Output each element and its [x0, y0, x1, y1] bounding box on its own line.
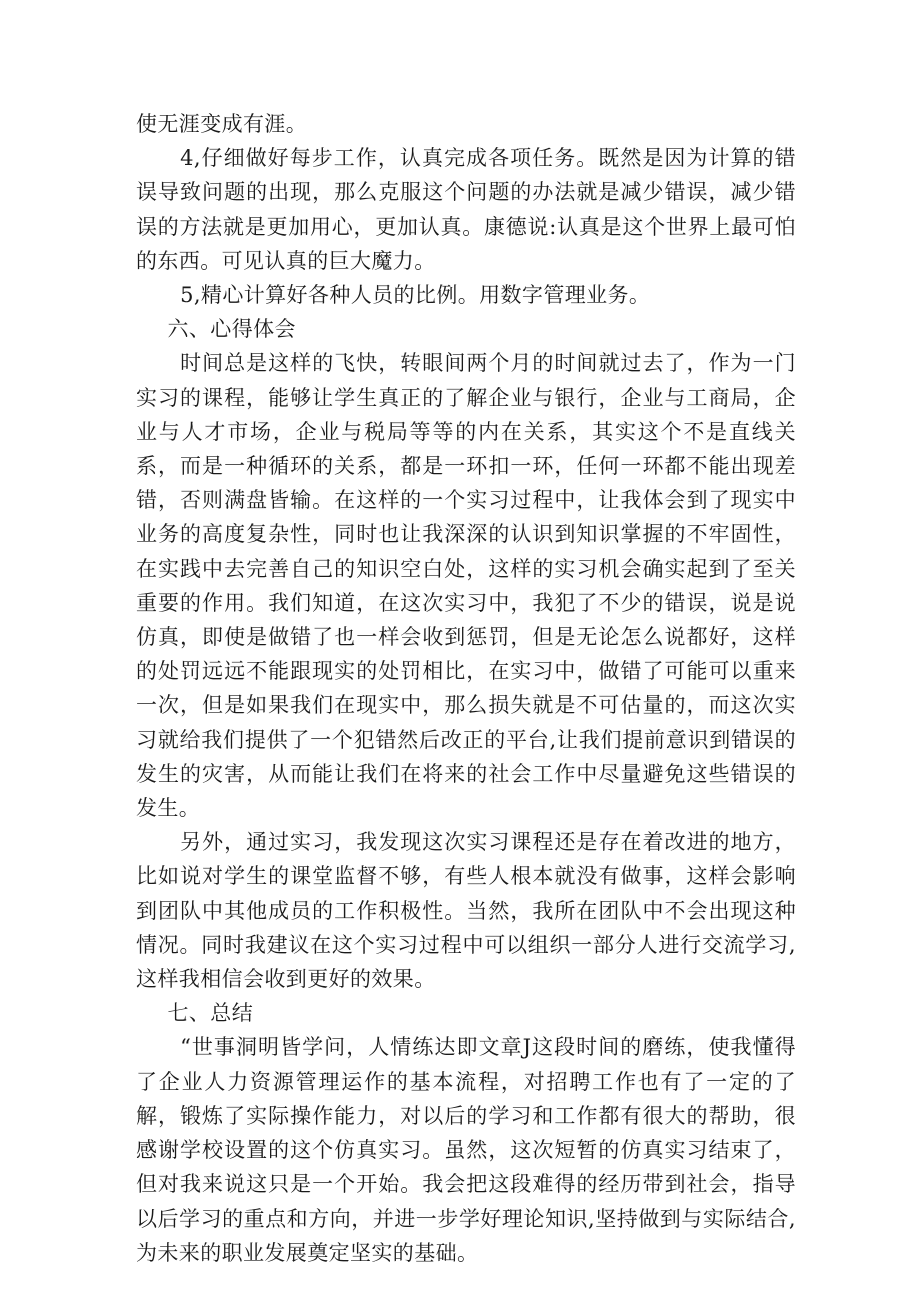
paragraph-experience-1: 时间总是这样的飞快，转眼间两个月的时间就过去了，作为一门实习的课程，能够让学生真正的了解企业与银行，企业与工商局，企业与人才市场，企业与税局等等的内在关系，其实这个不是直线关系，而是一种循环的关系，都是一环扣一环，任何一环都不能出现差错，否则满盘皆输。在这样的一个实习过程中，让我体会到了现实中业务的高度复杂性，同时也让我深深的认识到知识掌握的不牢固性，在实践中去完善自己的知识空白处，这样的实习机会确实起到了至关重要的作用。我们知道，在这次实习中，我犯了不少的错误，说是说仿真，即使是做错了也一样会收到惩罚，但是无论怎么说都好，这样的处罚远远不能跟现实的处罚相比，在实习中，做错了可能可以重来一次，但是如果我们在现实中，那么损失就是不可估量的，而这次实习就给我们提供了一个犯错然后改正的平台,让我们提前意识到错误的发生的灾害，从而能让我们在将来的社会工作中尽量避免这些错误的发生。 [136, 351, 796, 821]
section-heading-summary: 七、总结 [167, 1001, 254, 1026]
paragraph-experience-2: 另外，通过实习，我发现这次实习课程还是存在着改进的地方，比如说对学生的课堂监督不够，有些人根本就没有做事，这样会影响到团队中其他成员的工作积极性。当然，我所在团队中不会出现这种情况。同时我建议在这个实习过程中可以组织一部分人进行交流学习,这样我相信会收到更好的效果。 [136, 830, 796, 992]
document-body [136, 107, 796, 1270]
paragraph-summary: “世事洞明皆学问，人情练达即文章J这段时间的磨练，使我懂得了企业人力资源管理运作的基本流程，对招聘工作也有了一定的了解，锻炼了实际操作能力，对以后的学习和工作都有很大的帮助，很感谢学校设置的这个仿真实习。虽然，这次短暂的仿真实习结束了，但对我来说这只是一个开始。我会把这段难得的经历带到社会，指导以后学习的重点和方向，并进一步学好理论知识,坚持做到与实际结合,为未来的职业发展奠定坚实的基础。 [136, 1035, 796, 1265]
paragraph-item-5: 5,精心计算好各种人员的比例。用数字管理业务。 [180, 283, 651, 308]
paragraph-continuation: 使无涯变成有涯。 [136, 112, 308, 136]
paragraph-item-4: 4,仔细做好每步工作，认真完成各项任务。既然是因为计算的错误导致问题的出现，那么克服这个问题的办法就是减少错误，减少错误的方法就是更加用心，更加认真。康德说:认真是这个世界上最可怕的东西。可见认真的巨大魔力。 [136, 146, 796, 273]
section-heading-experience: 六、心得体会 [167, 317, 296, 342]
